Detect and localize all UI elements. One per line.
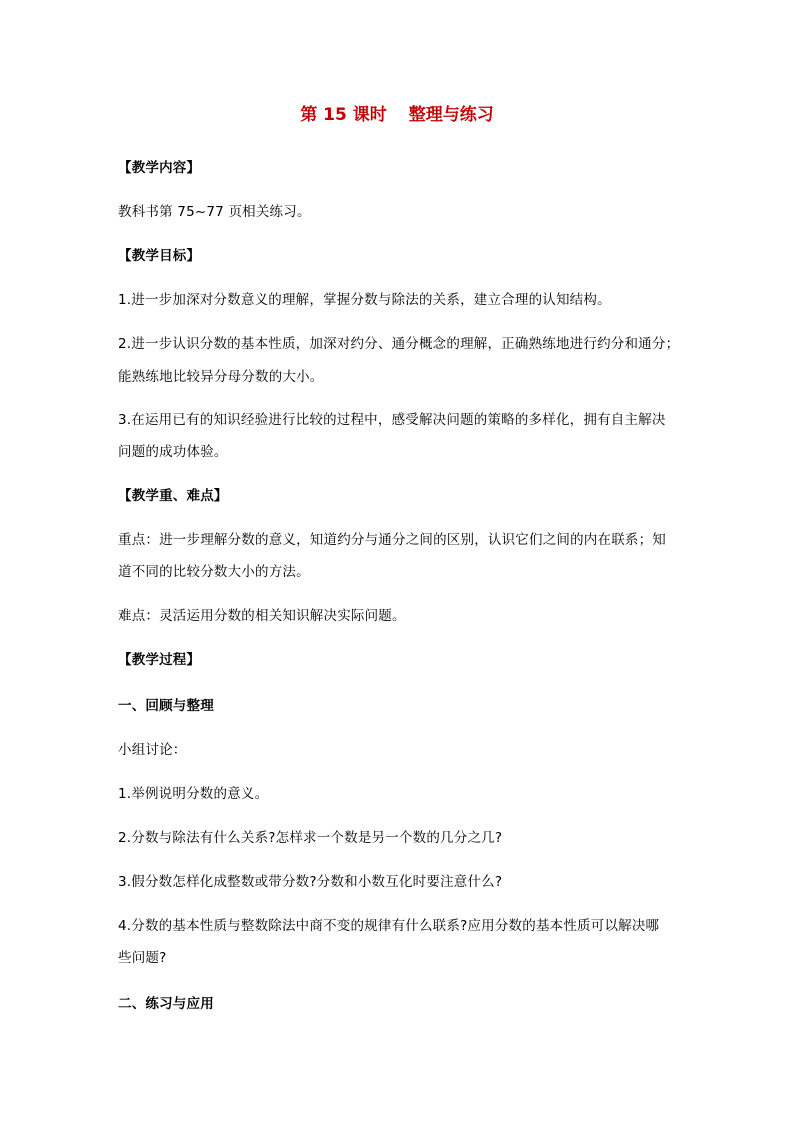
part-2-heading: 二、练习与应用 bbox=[118, 996, 214, 1012]
question-1: 1.举例说明分数的意义。 bbox=[118, 786, 269, 802]
question-2: 2.分数与除法有什么关系?怎样求一个数是另一个数的几分之几? bbox=[118, 830, 503, 846]
key-point-line-1: 重点：进一步理解分数的意义，知道约分与通分之间的区别，认识它们之间的内在联系；知 bbox=[118, 532, 666, 548]
content-heading: 【教学内容】 bbox=[118, 160, 201, 176]
goal-3-line-2: 问题的成功体验。 bbox=[118, 444, 228, 460]
goal-2-line-1: 2.进一步认识分数的基本性质，加深对约分、通分概念的理解，正确熟练地进行约分和通分； bbox=[118, 336, 680, 352]
key-point-line-2: 道不同的比较分数大小的方法。 bbox=[118, 564, 310, 580]
group-discussion-label: 小组讨论： bbox=[118, 742, 187, 758]
question-4-line-2: 些问题? bbox=[118, 950, 167, 966]
key-points-heading: 【教学重、难点】 bbox=[118, 488, 228, 504]
question-3: 3.假分数怎样化成整数或带分数?分数和小数互化时要注意什么? bbox=[118, 874, 503, 890]
content-text: 教科书第 75~77 页相关练习。 bbox=[118, 204, 311, 220]
lesson-number: 第 15 课时 bbox=[300, 105, 387, 125]
goal-1: 1.进一步加深对分数意义的理解，掌握分数与除法的关系，建立合理的认知结构。 bbox=[118, 292, 611, 308]
process-heading: 【教学过程】 bbox=[118, 652, 201, 668]
question-4-line-1: 4.分数的基本性质与整数除法中商不变的规律有什么联系?应用分数的基本性质可以解决哪 bbox=[118, 918, 660, 934]
goal-2-line-2: 能熟练地比较异分母分数的大小。 bbox=[118, 369, 324, 385]
page-title bbox=[0, 103, 794, 127]
lesson-topic: 整理与练习 bbox=[408, 105, 494, 125]
goal-3-line-1: 3.在运用已有的知识经验进行比较的过程中，感受解决问题的策略的多样化，拥有自主解决 bbox=[118, 412, 666, 428]
goals-heading: 【教学目标】 bbox=[118, 248, 201, 264]
part-1-heading: 一、回顾与整理 bbox=[118, 698, 214, 714]
difficult-point: 难点：灵活运用分数的相关知识解决实际问题。 bbox=[118, 608, 406, 624]
